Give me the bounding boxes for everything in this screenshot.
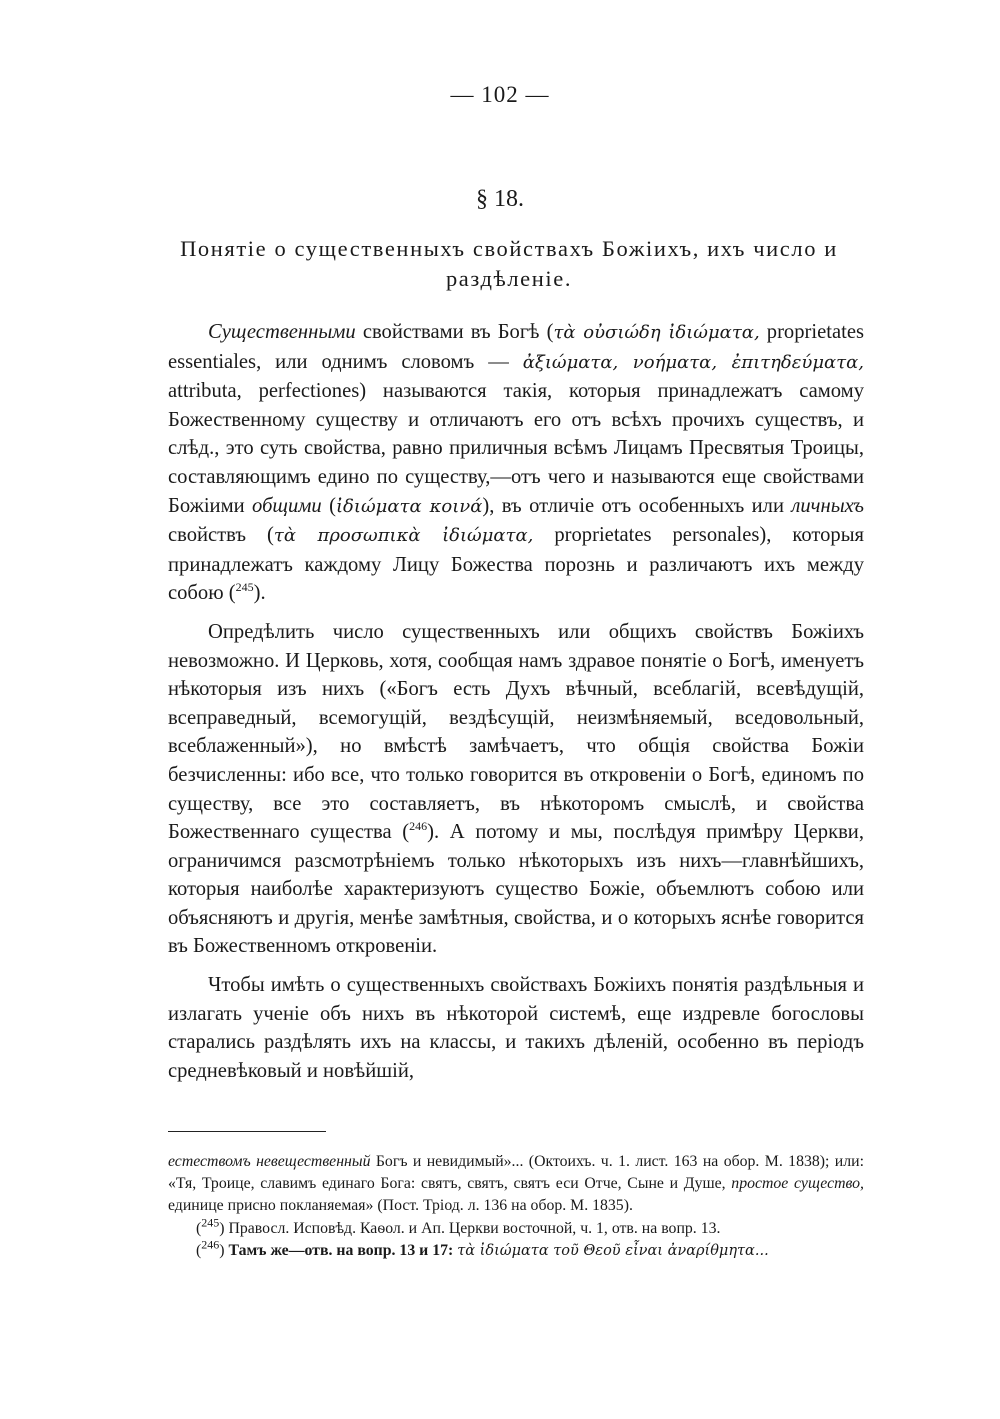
footnote-divider [168, 1131, 326, 1132]
text-run: ( [321, 494, 336, 517]
text-run: Богъ и невидимый»... (Октоихъ. ч. 1. лист. 163 на обор. М. 1838); или: «Тя, Троице, славимъ единаго Бога: святъ, святъ, святъ еси Отче, Сыне и Душе, [168, 1153, 864, 1193]
text-run: Правосл. Исповѣд. Каѳол. и Ап. Церкви восточной, ч. 1, отв. на вопр. 13. [224, 1219, 721, 1237]
text-run: свойствами въ Богѣ ( [355, 321, 554, 343]
text-run: естествомъ невещественный [168, 1153, 371, 1170]
footnote-number: 245 [201, 1215, 220, 1230]
paragraph-3: Чтобы имѣть о существенныхъ свойствахъ Божіихъ понятія раздѣльныя и излагать ученіе объ нихъ въ нѣкоторой системѣ, еще издревле богословы старались раздѣлять ихъ на классы, и такихъ дѣленій, особенно въ періодъ средневѣковый и новѣйшій, [168, 974, 864, 1082]
text-run: Опредѣлить число существенныхъ или общихъ свойствъ Божіихъ невозможно. И Церковь, хотя, сообщая намъ здравое понятіе о Богѣ, именуетъ нѣкоторыя изъ нихъ («Богъ есть Духъ вѣчный, всеблагій, всевѣдущій, всеправедный, всемогущій, вездѣсущій, неизмѣняемый, вседовольный, всеблаженный»), но вмѣстѣ замѣчаетъ, что общія свойства Божіи безчисленны: ибо все, что только говорится въ откровеніи о Богѣ, единомъ по существу, все это составляетъ, въ нѣкоторомъ смыслѣ, и свойства Божественнаго существа ( [168, 620, 864, 844]
greek-phrase: τὰ οὐσιώδη ἰδιώματα, [553, 322, 760, 343]
text-run: ), въ отличіе отъ особенныхъ или [482, 494, 792, 517]
term-common: общими [252, 494, 322, 517]
text-run: attributa, perfectiones) называются такія, которыя принадлежатъ самому Божественному существу и отличаютъ его отъ всѣхъ прочихъ существъ, и слѣд., это суть свойства, равно приличныя всѣмъ Лицамъ Пресвятыя Троицы, составляющимъ едино по существу,—отъ чего и называются еще свойствами Божіими [168, 380, 864, 517]
footnote-246: ($^{246}$) Тамъ же—отв. на вопр. 13 и 17: τὰ ἰδιώματα τοῦ Θεοῦ εἶναι ἀναρίθμητα... [196, 1237, 769, 1259]
text-run: proprietates essentiales, или однимъ словомъ — [168, 321, 864, 373]
greek-phrase: τὰ προσωπικὰ ἰδιώματα, [273, 525, 534, 547]
text-run: единице присно покланяемая» (Пост. Тріод. л. 136 на обор. М. 1835). [168, 1197, 633, 1215]
paragraph-1 [168, 318, 864, 608]
page-number: — 102 — [450, 82, 550, 107]
term-essential: Существенными [208, 321, 356, 343]
footnote-245: ($^{245}$) Правосл. Исповѣд. Каѳол. и Ап. Церкви восточной, ч. 1, отв. на вопр. 13. [196, 1215, 721, 1237]
footnotes [168, 1151, 864, 1262]
text-run: свойствъ ( [168, 524, 274, 547]
footnote-ref: 245 [235, 580, 254, 595]
greek-phrase: ἀξιώματα, νοήματα, ἐπιτηδεύματα, [522, 351, 865, 373]
greek-phrase: ἰδιώματα κοινά [336, 495, 483, 517]
footnote-continuation [168, 1151, 864, 1218]
paragraph-2 [168, 618, 864, 961]
greek-phrase: τὰ ἰδιώματα τοῦ Θεοῦ εἶναι ἀναρίθμητα... [457, 1242, 769, 1259]
text-run: Тамъ же—отв. на вопр. 13 и 17: [224, 1241, 458, 1259]
section-number: § 18. [476, 186, 524, 212]
main-text [168, 318, 864, 1095]
term-personal: личныхъ [791, 494, 864, 517]
text-run: простое существо, [731, 1175, 864, 1193]
text-run: proprietates personales), которыя принадлежатъ каждому Лицу Божества порознь и различаютъ ихъ между собою ( [168, 524, 864, 605]
footnote-ref: 246 [409, 819, 428, 834]
footnote-number: 246 [201, 1237, 220, 1252]
text-run: ). А потому и мы, послѣдуя примѣру Церкви, ограничимся разсмотрѣніемъ только нѣкоторыхъ изъ нихъ—главнѣйшихъ, которыя наиболѣе характеризуютъ существо Божіе, объемлютъ собою или объясняютъ и другія, менѣе замѣтныя, свойства, и о которыхъ яснѣе говорится въ Божественномъ откровеніи. [168, 821, 864, 958]
text-run: ). [253, 582, 266, 605]
section-heading: Понятіе о существенныхъ свойствахъ Божіихъ, ихъ число и раздѣленіе. [180, 236, 838, 291]
